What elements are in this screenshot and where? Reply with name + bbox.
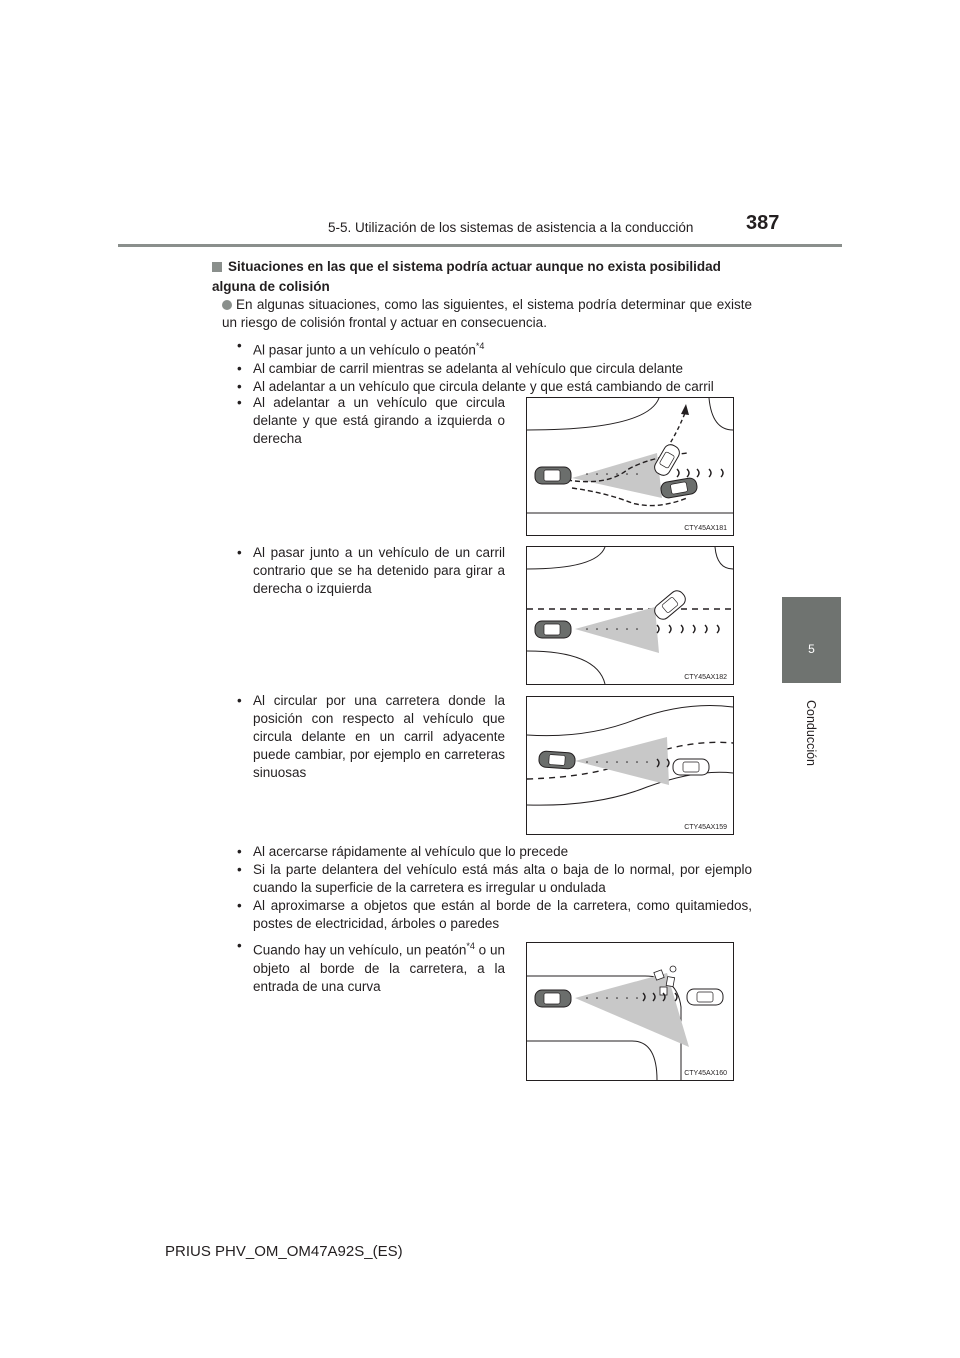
bullet-list-mid bbox=[237, 843, 752, 933]
list-item bbox=[237, 861, 752, 897]
bullet-text: Al pasar junto a un vehículo de un carril contrario que se ha detenido para girar a derecha o izquierda bbox=[253, 545, 505, 596]
header-title: 5-5. Utilización de los sistemas de asistencia a la conducción bbox=[328, 220, 694, 235]
figure-code: CTY45AX160 bbox=[684, 1070, 727, 1077]
footnote-ref: *4 bbox=[466, 941, 475, 951]
header-rule bbox=[118, 244, 842, 247]
section-intro-text: En algunas situaciones, como las siguientes, el sistema podría determinar que existe un riesgo de colisión frontal y actuar en consecuencia. bbox=[222, 297, 752, 330]
list-item bbox=[237, 897, 752, 933]
bullet-dot: • bbox=[237, 693, 242, 708]
list-item bbox=[237, 937, 505, 996]
chapter-label bbox=[778, 690, 844, 767]
illustration-winding-road bbox=[527, 697, 733, 834]
figure-code: CTY45AX159 bbox=[684, 824, 727, 831]
bullet-text: Al adelantar a un vehículo que circula delante y que está girando a izquierda o derecha bbox=[253, 395, 505, 446]
figure-item-text bbox=[237, 692, 505, 782]
bullet-list-top bbox=[237, 337, 752, 396]
section-heading-text: Situaciones en las que el sistema podría actuar aunque no exista posibilidad alguna de colisión bbox=[212, 259, 721, 294]
bullet-dot: • bbox=[237, 862, 242, 877]
figure-item-text bbox=[237, 937, 505, 996]
list-item bbox=[237, 544, 505, 598]
square-bullet-icon bbox=[212, 262, 222, 272]
bullet-dot: • bbox=[237, 360, 242, 376]
figure-winding-road bbox=[526, 696, 734, 835]
section-intro bbox=[222, 296, 752, 332]
list-item bbox=[237, 360, 752, 378]
chapter-number: 5 bbox=[808, 642, 815, 656]
page-number: 387 bbox=[746, 212, 780, 234]
bullet-text: Al acercarse rápidamente al vehículo que lo precede bbox=[253, 844, 569, 859]
list-item bbox=[237, 843, 752, 861]
bullet-text: Si la parte delantera del vehículo está más alta o baja de lo normal, por ejemplo cuando la superficie de la carretera es irregular u ondulada bbox=[253, 862, 752, 895]
bullet-dot: • bbox=[237, 938, 242, 953]
footer-doc-id: PRIUS PHV_OM_OM47A92S_(ES) bbox=[165, 1243, 403, 1260]
bullet-text: Al pasar junto a un vehículo o peatón bbox=[253, 342, 476, 358]
illustration-turning bbox=[527, 398, 733, 535]
bullet-text: Al circular por una carretera donde la posición con respecto al vehículo que circula delante en un carril adyacente puede cambiar, por ejemplo en carreteras sinuosas bbox=[253, 693, 505, 780]
figure-curve-entrance bbox=[526, 942, 734, 1081]
figure-item-text bbox=[237, 394, 505, 448]
section-heading bbox=[212, 257, 752, 297]
list-item bbox=[237, 378, 752, 396]
bullet-dot: • bbox=[237, 898, 242, 913]
list-item bbox=[237, 692, 505, 782]
bullet-text: Al adelantar a un vehículo que circula delante y que está cambiando de carril bbox=[253, 378, 714, 394]
chapter-tab bbox=[782, 597, 841, 683]
list-item bbox=[237, 394, 505, 448]
bullet-text: Al aproximarse a objetos que están al borde de la carretera, como quitamiedos, postes de electricidad, árboles o paredes bbox=[253, 898, 752, 931]
bullet-dot: • bbox=[237, 338, 242, 353]
bullet-dot: • bbox=[237, 545, 242, 560]
figure-code: CTY45AX182 bbox=[684, 674, 727, 681]
chapter-label-text: Conducción bbox=[804, 699, 818, 767]
figure-opposite-lane bbox=[526, 546, 734, 685]
figure-item-text bbox=[237, 544, 505, 598]
bullet-text: Al cambiar de carril mientras se adelanta al vehículo que circula delante bbox=[253, 360, 683, 376]
illustration-curve-entrance bbox=[527, 943, 733, 1080]
list-item bbox=[237, 337, 752, 360]
bullet-text: o un objeto al borde de la carretera, a la entrada de una curva bbox=[253, 942, 505, 994]
figure-code: CTY45AX181 bbox=[684, 525, 727, 532]
bullet-text: Cuando hay un vehículo, un peatón bbox=[253, 942, 467, 958]
footnote-ref: *4 bbox=[475, 341, 485, 351]
bullet-dot: • bbox=[237, 395, 242, 410]
bullet-dot: • bbox=[237, 378, 242, 394]
illustration-opposite-lane bbox=[527, 547, 733, 684]
circle-bullet-icon bbox=[222, 300, 232, 310]
bullet-dot: • bbox=[237, 844, 242, 859]
figure-turning-vehicle bbox=[526, 397, 734, 536]
